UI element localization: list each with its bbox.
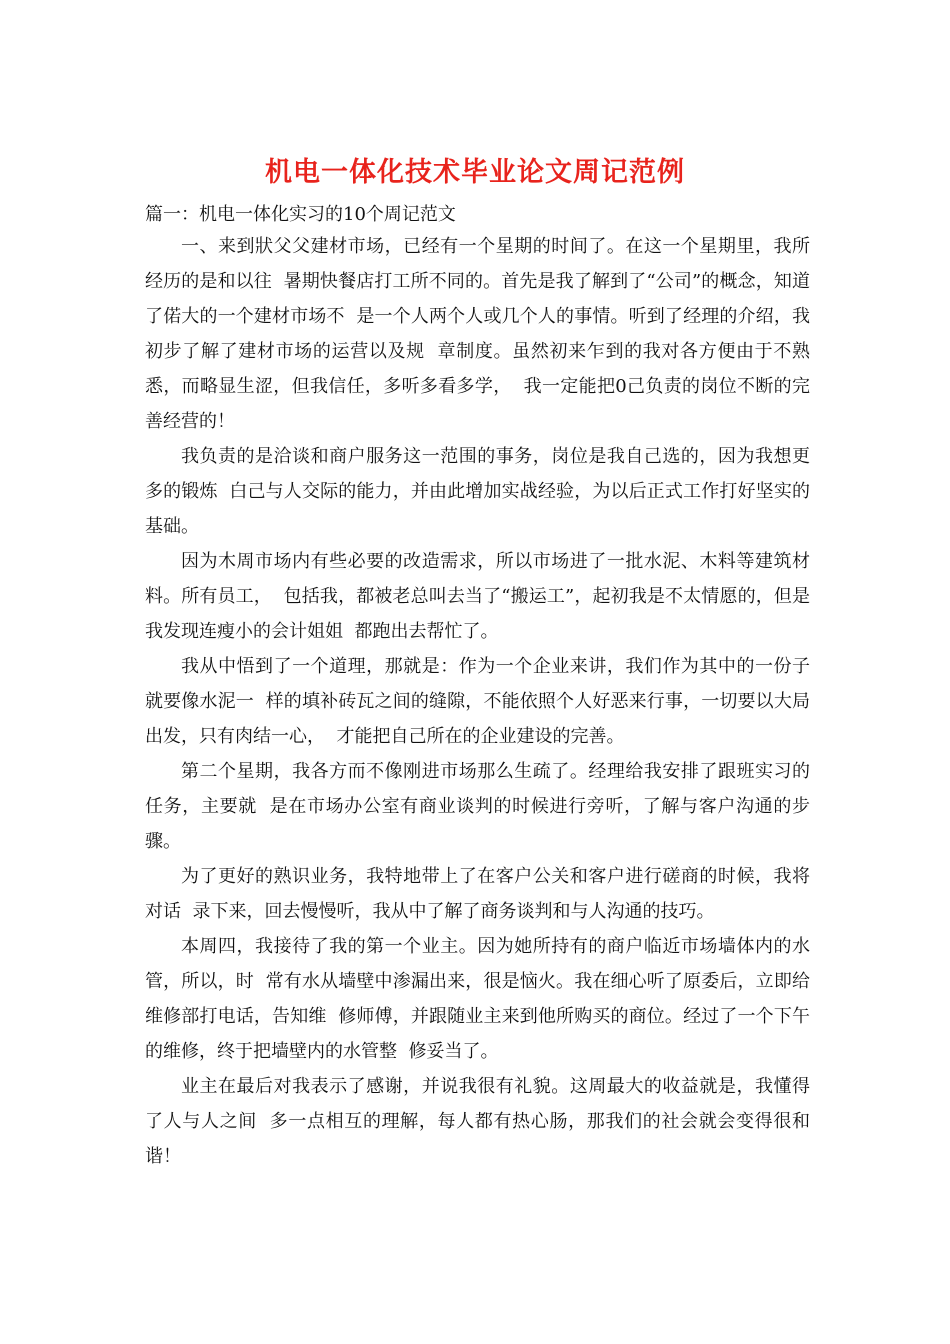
document-title: 机电一体化技术毕业论文周记范例: [265, 157, 685, 188]
paragraph-1: 一、来到狀父父建材市场，已经有一个星期的时间了。在这一个星期里，我所经历的是和以往 暑期快餐店打工所不同的。首先是我了解到了“公司”的概念，知道了偌大的一个建材市场不 是一个人两个人或几个人的事情。听到了经理的介绍，我初步了解了建材市场的运营以及规 章制度。虽然初来乍到的我对各方便由于不熟悉，而略显生涩，但我信任，多听多看多学， 我一定能把0己负责的岗位不断的完善经营的！: [145, 236, 810, 432]
paragraph-4: 我从中悟到了一个道理，那就是：作为一个企业来讲，我们作为其中的一份子就要像水泥一 样的填补砖瓦之间的缝隙，不能依照个人好恶来行事，一切要以大局出发，只有肉结一心， 才能把自己所在的企业建设的完善。: [145, 656, 810, 747]
paragraph-8: 业主在最后对我表示了感谢，并说我很有礼貌。这周最大的收益就是，我懂得了人与人之间 多一点相互的理解，每人都有热心肠，那我们的社会就会变得很和谐！: [145, 1076, 810, 1167]
paragraph-7: 本周四，我接待了我的第一个业主。因为她所持有的商户临近市场墙体内的水管，所以，时 常有水从墙壁中渗漏出来，很是恼火。我在细心听了原委后，立即给维修部打电话，告知维 修师傅，并跟随业主来到他所购买的商位。经过了一个下午的维修，终于把墙壁内的水管整 修妥当了。: [145, 936, 810, 1062]
paragraph-5: 第二个星期，我各方而不像刚进市场那么生疏了。经理给我安排了跟班实习的任务，主要就 是在市场办公室有商业谈判的时候进行旁听，了解与客户沟通的步骤。: [145, 761, 810, 852]
section-heading: 篇一：机电一体化实习的10个周记范文: [145, 204, 456, 225]
paragraph-6: 为了更好的熟识业务，我特地带上了在客户公关和客户进行磋商的时候，我将对话 录下来，回去慢慢听，我从中了解了商务谈判和与人沟通的技巧。: [145, 866, 810, 922]
paragraph-2: 我负责的是洽谈和商户服务这一范围的事务，岗位是我自己选的，因为我想更多的锻炼 白己与人交际的能力，并由此增加实战经验，为以后正式工作打好坚实的基础。: [145, 446, 810, 537]
document-body: [145, 229, 810, 1174]
paragraph-3: 因为木周市场内有些必要的改造需求，所以市场进了一批水泥、木料等建筑材料。所有员工， 包括我，都被老总叫去当了“搬运工”，起初我是不太情愿的，但是我发现连瘦小的会计姐姐 都跑出去帮忙了。: [145, 551, 810, 642]
